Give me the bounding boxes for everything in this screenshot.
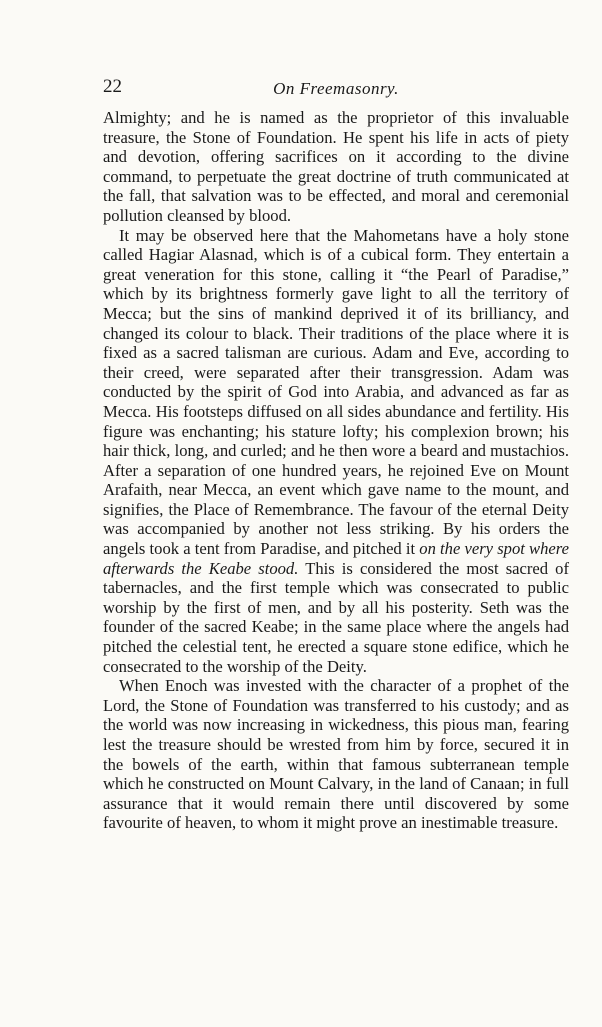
body-text [103, 108, 569, 833]
italic-text-segment: on the very spot where afterwards the Keabe stood. [103, 539, 569, 578]
running-title: On Freemasonry. [273, 79, 399, 98]
paragraph [103, 108, 569, 226]
text-segment: This is considered the most sacred of tabernacles, and the first temple which was consecrated to public worship by the first of men, and by all his posterity. Seth was the founder of the sacred Keabe; in the same place where the angels had pitched the celestial tent, he erected a square stone edifice, which he consecrated to the worship of the Deity. [103, 558, 569, 676]
text-segment: Almighty; and he is named as the proprietor of this invaluable treasure, the Stone of Foundation. He spent his life in acts of piety and devotion, offering sacrifices on it according to the divine command, to perpetuate the great doctrine of truth communicated at the fall, that salvation was to be effected, and moral and ceremonial pollution cleansed by blood. [103, 108, 569, 225]
book-page [103, 76, 569, 833]
page-number: 22 [103, 76, 122, 97]
text-segment: It may be observed here that the Mahometans have a holy stone called Hagiar Alasnad, which is of a cubical form. They entertain a great veneration for this stone, calling it “the Pearl of Paradise,” which by its brightness formerly gave light to all the territory of Mecca; but the sins of mankind deprived it of its brilliancy, and changed its colour to black. Their traditions of the place where it is fixed as a sacred talisman are curious. Adam and Eve, according to their creed, were separated after their transgression. Adam was conducted by the spirit of God into Arabia, and advanced as far as Mecca. His footsteps diffused on all sides abundance and fertility. His figure was enchanting; his stature lofty; his complexion brown; his hair thick, long, and curled; and he then wore a beard and mustachios. After a separation of one hundred years, he rejoined Eve on Mount Arafaith, near Mecca, an event which gave name to the mount, and signifies, the Place of Remembrance. The favour of the eternal Deity was accompanied by another not less striking. By his orders the angels took a tent from Paradise, and pitched it [103, 225, 569, 559]
text-segment: When Enoch was invested with the character of a prophet of the Lord, the Stone of Foundation was transferred to his custody; and as the world was now increasing in wickedness, this pious man, fearing lest the treasure should be wrested from him by force, secured it in the bowels of the earth, within that famous subterranean temple which he constructed on Mount Calvary, in the land of Canaan; in full assurance that it would remain there until discovered by some favourite of heaven, to whom it might prove an inestimable treasure. [103, 676, 569, 833]
paragraph [103, 226, 569, 677]
paragraph [103, 676, 569, 833]
page-header [103, 76, 569, 104]
